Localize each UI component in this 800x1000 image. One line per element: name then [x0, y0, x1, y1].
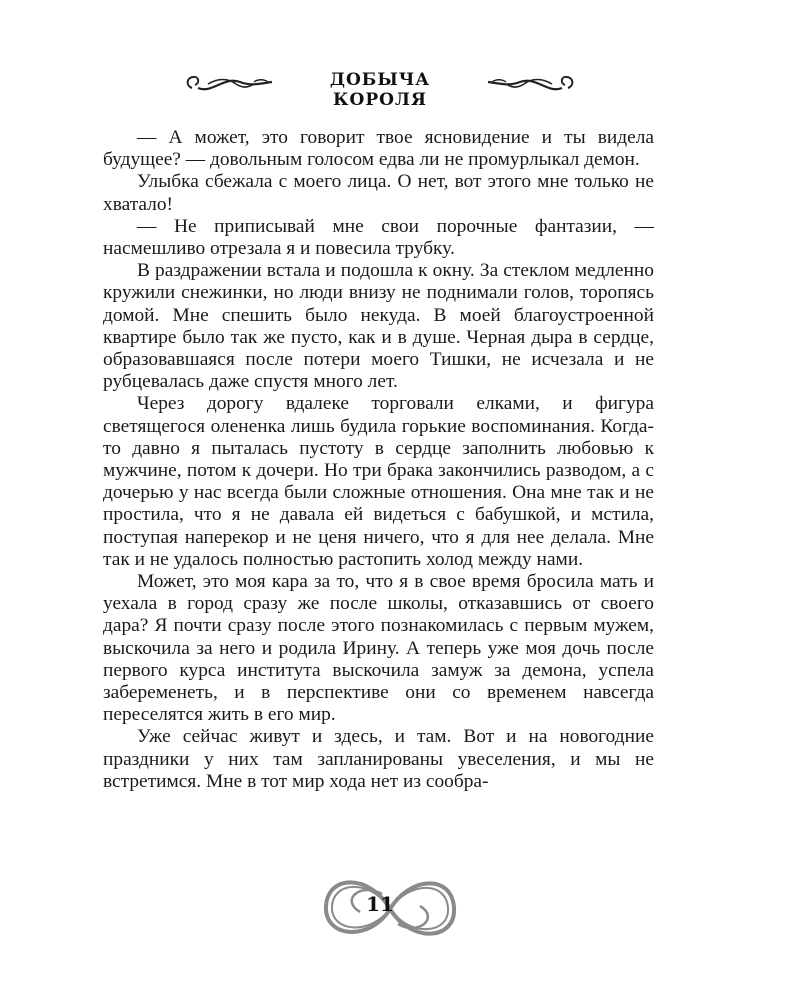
running-header-title: ДОБЫЧА КОРОЛЯ	[329, 70, 431, 110]
paragraph-2: Улыбка сбежала с моего лица. О нет, вот этого мне только не хватало!	[103, 171, 654, 215]
flourish-ornament-left-icon	[184, 70, 276, 98]
paragraph-6: Может, это моя кара за то, что я в свое время бросила мать и уехала в город сразу же после школы, отказавшись от своего дара? Я почти сразу после этого познакомилась с первым мужем, выскочила за него и родила Ирину. А теперь уже моя дочь после первого курса института выскочила замуж за демона, успела забеременеть, и в перспективе они со временем навсегда переселятся жить в его мир.	[103, 571, 654, 726]
paragraph-1: — А может, это говорит твое ясновидение и ты видела будущее? — довольным голосом едва ли не промурлыкал демон.	[103, 127, 654, 171]
page-footer	[0, 864, 800, 954]
paragraph-4: В раздражении встала и подошла к окну. За стеклом медленно кружили снежинки, но люди внизу не поднимали голов, торопясь домой. Мне спешить было некуда. В моей благоустроенной квартире было так же пусто, как и в душе. Черная дыра в сердце, образовавшаяся после потери моего Тишки, не исчезала и не рубцевалась даже спустя много лет.	[103, 260, 654, 393]
paragraph-7: Уже сейчас живут и здесь, и там. Вот и на новогодние праздники у них там запланированы увеселения, и мы не встретимся. Мне в тот мир хода нет из сообра-	[103, 726, 654, 792]
paragraph-5: Через дорогу вдалеке торговали елками, и фигура светящегося олененка лишь будила горькие воспоминания. Когда-то давно я пыталась пустоту в сердце заполнить любовью к мужчине, потом к дочери. Но три брака закончились разводом, а с дочерью у нас всегда были сложные отношения. Она мне так и не простила, что я не давала ей видеться с бабушкой, и мстила, поступая наперекор и не ценя ничего, что я для нее делала. Мне так и не удалось полностью растопить холод между нами.	[103, 393, 654, 570]
paragraph-3: — Не приписывай мне свои порочные фантазии, — насмешливо отрезала я и повесила трубку.	[103, 215, 654, 260]
body-text	[103, 127, 654, 793]
running-header	[0, 66, 800, 110]
page-number: 11	[366, 892, 394, 916]
flourish-ornament-right-icon	[484, 70, 576, 98]
